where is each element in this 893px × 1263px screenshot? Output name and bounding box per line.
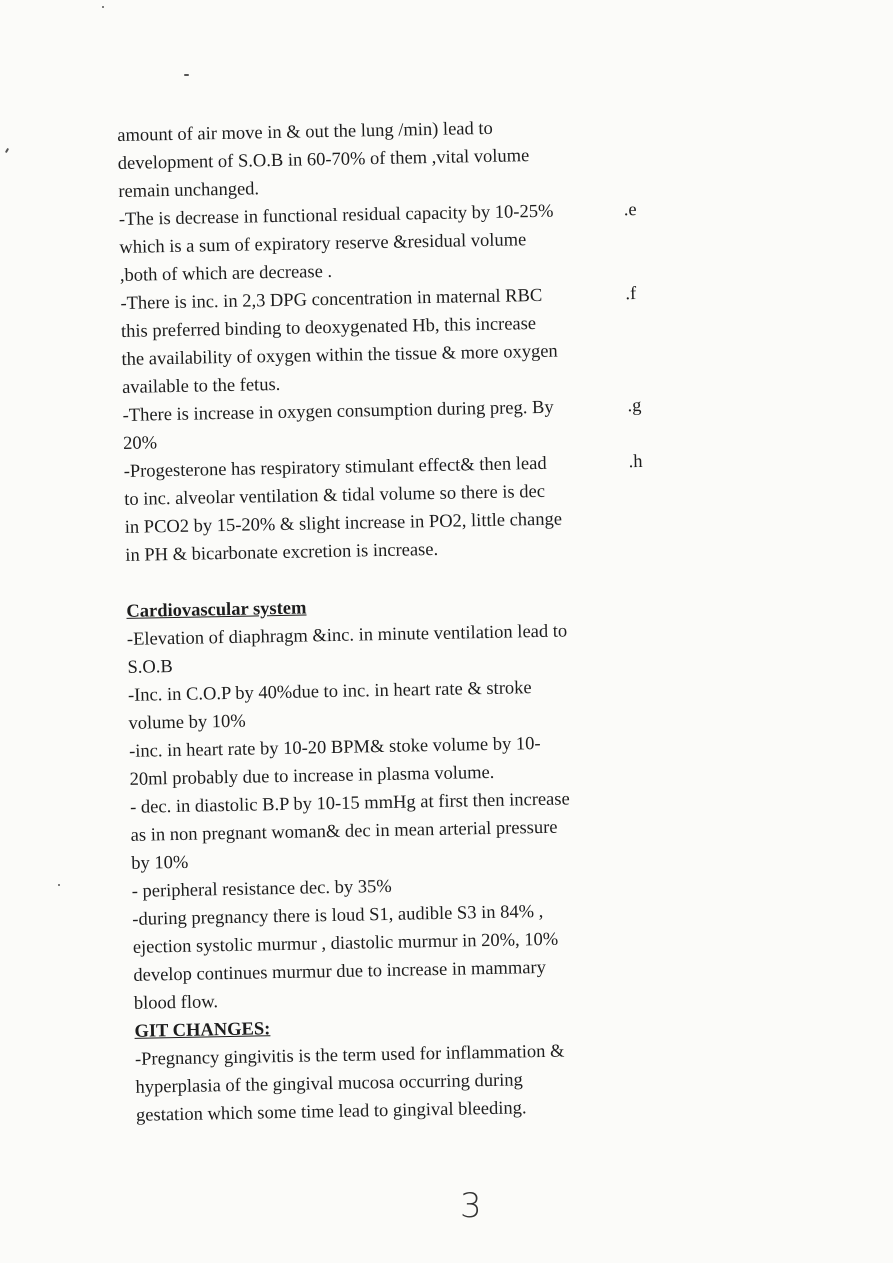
line-text: in PH & bicarbonate excretion is increase. [125,539,439,566]
line-text: which is a sum of expiratory reserve &residual volume [119,230,527,258]
scan-speck [5,148,9,153]
respiratory-section [117,112,666,570]
list-marker: .e [623,200,637,221]
line-text: development of S.O.B in 60-70% of them ,vital volume [117,146,530,174]
line-text: amount of air move in & out the lung /min) lead to [117,118,493,146]
line-text: volume by 10% [128,711,246,734]
git-section [135,1035,677,1129]
line-text: available to the fetus. [121,374,281,398]
line-text: -There is increase in oxygen consumption during preg. By [122,397,554,426]
line-text: develop continues murmur due to increase in mammary [133,957,547,986]
scan-speck [102,6,104,8]
cardiovascular-section [127,616,674,1018]
line-text: -Elevation of diaphragm &inc. in minute ventilation lead to [126,621,568,650]
line-text: 20% [122,433,158,454]
line-text: by 10% [131,852,189,874]
line-text: - dec. in diastolic B.P by 10-15 mmHg at first then increase [129,789,570,818]
cardiovascular-heading: Cardiovascular system [126,598,307,622]
line-text: blood flow. [133,992,219,1014]
document-body [117,112,676,1130]
scan-speck [184,74,189,76]
line-text: 20ml probably due to increase in plasma volume. [129,762,495,790]
page-number: 3 [460,1186,482,1226]
list-marker: .h [628,451,643,473]
line-text: -The is decrease in functional residual capacity by 10-25% [118,201,554,230]
line-text: S.O.B [127,657,173,678]
list-marker: .f [625,284,637,305]
git-heading: GIT CHANGES: [134,1019,271,1042]
line-text: the availability of oxygen within the tissue & more oxygen [121,341,558,370]
line-text: -inc. in heart rate by 10-20 BPM& stoke volume by 10- [128,733,541,762]
line-text: ejection systolic murmur , diastolic murmur in 20%, 10% [132,929,559,958]
line-text: - peripheral resistance dec. by 35% [131,876,392,902]
line-text: to inc. alveolar ventilation & tidal volume so there is dec [124,481,546,510]
line-text: -Inc. in C.O.P by 40%due to inc. in heart rate & stroke [127,678,532,706]
line-text: -Progesterone has respiratory stimulant effect& then lead [123,453,547,482]
line-text: -during pregnancy there is loud S1, audible S3 in 84% , [132,901,544,930]
line-text: gestation which some time lead to gingival bleeding. [135,1098,527,1126]
line-text: as in non pregnant woman& dec in mean arterial pressure [130,817,558,846]
line-text: this preferred binding to deoxygenated Hb, this increase [120,313,537,342]
line-text: ,both of which are decrease . [119,261,333,286]
line-text: hyperplasia of the gingival mucosa occurring during [135,1070,524,1098]
line-text: -There is inc. in 2,3 DPG concentration in maternal RBC [120,285,543,314]
line-text: -Pregnancy gingivitis is the term used for inflammation & [134,1041,565,1070]
line-text: in PCO2 by 15-20% & slight increase in PO2, little change [124,509,563,538]
scan-speck [58,884,60,886]
line-text: remain unchanged. [118,179,260,202]
list-marker: .g [627,395,642,417]
